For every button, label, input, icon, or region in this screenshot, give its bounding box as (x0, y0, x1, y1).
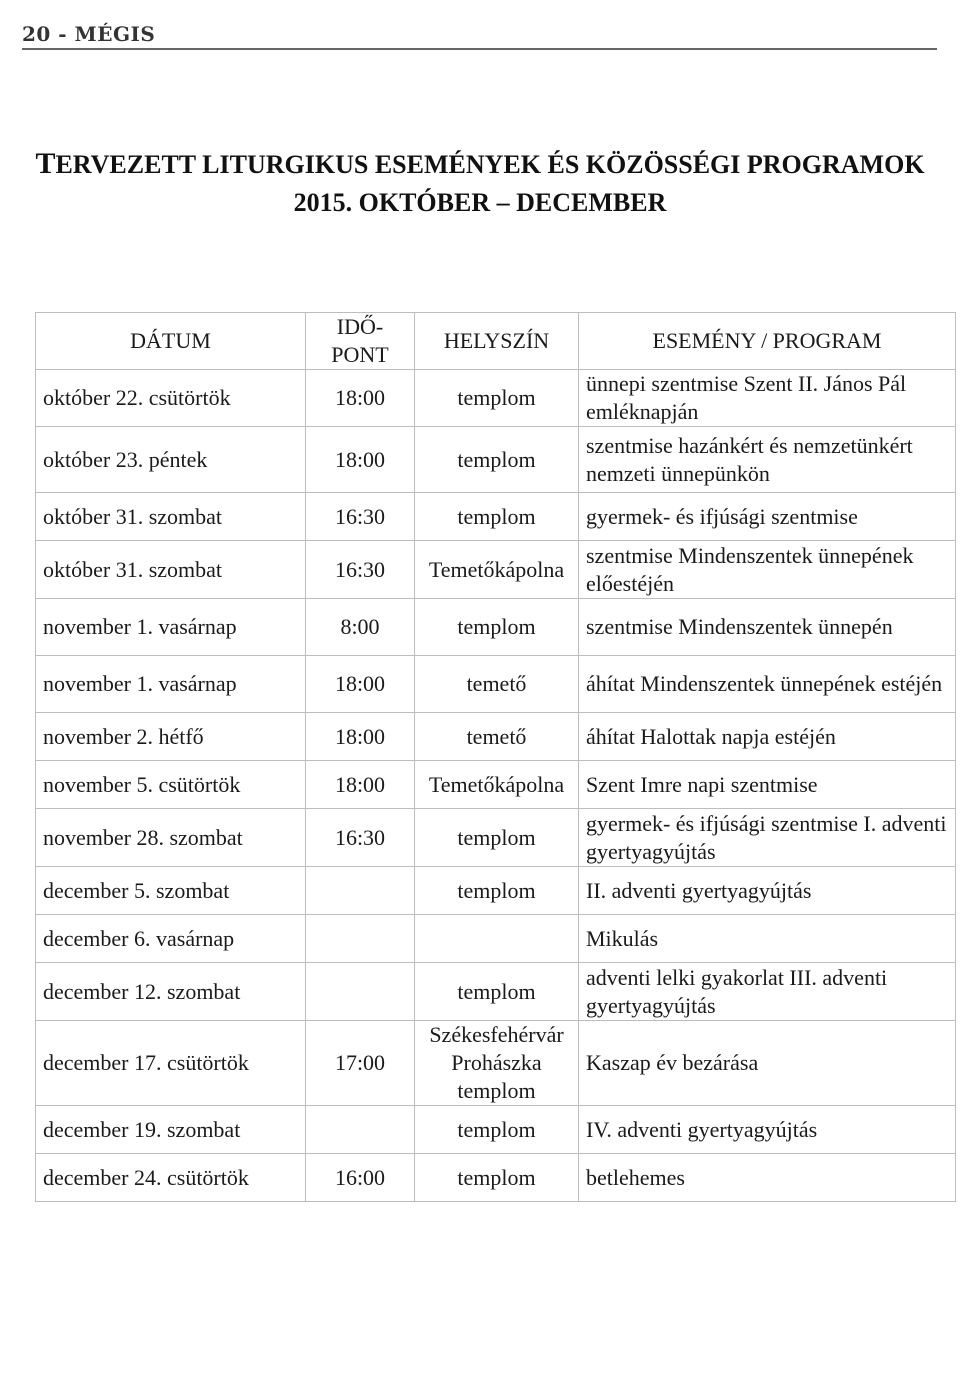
row-time: 18:00 (306, 370, 415, 427)
row-place: templom (415, 1154, 579, 1202)
header-time-text: IDŐ- PONT (331, 314, 389, 367)
row-place: templom (415, 599, 579, 656)
row-date: október 22. csütörtök (36, 370, 306, 427)
row-event: II. adventi gyertyagyújtás (579, 867, 956, 915)
row-place (415, 915, 579, 963)
row-date: november 1. vasárnap (36, 656, 306, 713)
row-place: templom (415, 427, 579, 493)
row-time: 16:00 (306, 1154, 415, 1202)
row-event: ünnepi szentmise Szent II. János Pál emléknapján (579, 370, 956, 427)
row-time: 17:00 (306, 1021, 415, 1106)
page-header (22, 22, 937, 46)
row-time: 8:00 (306, 599, 415, 656)
row-date: december 6. vasárnap (36, 915, 306, 963)
row-time: 18:00 (306, 713, 415, 761)
title-line-1-rest: ERVEZETT LITURGIKUS ESEMÉNYEK ÉS KÖZÖSSÉGI PROGRAMOK (55, 150, 925, 179)
row-event: gyermek- és ifjúsági szentmise (579, 493, 956, 541)
row-event: IV. adventi gyertyagyújtás (579, 1106, 956, 1154)
title-initial: T (35, 147, 56, 180)
row-date: október 23. péntek (36, 427, 306, 493)
row-date: november 28. szombat (36, 809, 306, 867)
table-header-row (36, 313, 956, 370)
row-event: gyermek- és ifjúsági szentmise I. adventi gyertyagyújtás (579, 809, 956, 867)
row-event: Mikulás (579, 915, 956, 963)
table-body (36, 370, 956, 1202)
row-event: szentmise Mindenszentek ünnepén (579, 599, 956, 656)
document-title (0, 145, 960, 222)
header-place: HELYSZÍN (415, 313, 579, 370)
row-date: november 1. vasárnap (36, 599, 306, 656)
row-place: templom (415, 809, 579, 867)
row-place: temető (415, 713, 579, 761)
row-place: Temetőkápolna (415, 761, 579, 809)
row-date: december 24. csütörtök (36, 1154, 306, 1202)
table-row (36, 541, 956, 599)
row-event: áhítat Mindenszentek ünnepének estéjén (579, 656, 956, 713)
row-date: december 5. szombat (36, 867, 306, 915)
row-date: november 5. csütörtök (36, 761, 306, 809)
row-date: december 17. csütörtök (36, 1021, 306, 1106)
row-event: Szent Imre napi szentmise (579, 761, 956, 809)
row-place: templom (415, 1106, 579, 1154)
row-date: október 31. szombat (36, 493, 306, 541)
row-time: 18:00 (306, 761, 415, 809)
row-place: Székesfehérvár Prohászka templom (415, 1021, 579, 1106)
title-line-2: 2015. OKTÓBER – DECEMBER (293, 188, 667, 217)
table-row (36, 370, 956, 427)
table-row (36, 599, 956, 656)
row-time: 18:00 (306, 427, 415, 493)
row-date: december 12. szombat (36, 963, 306, 1021)
table-row (36, 493, 956, 541)
table-row (36, 656, 956, 713)
row-place: templom (415, 867, 579, 915)
row-place: temető (415, 656, 579, 713)
row-event: szentmise hazánkért és nemzetünkért nemzeti ünnepünkön (579, 427, 956, 493)
table-row (36, 1106, 956, 1154)
row-time: 16:30 (306, 541, 415, 599)
row-date: október 31. szombat (36, 541, 306, 599)
row-time: 18:00 (306, 656, 415, 713)
row-event: Kaszap év bezárása (579, 1021, 956, 1106)
row-place: templom (415, 493, 579, 541)
title-line-1 (0, 145, 960, 184)
header-event: ESEMÉNY / PROGRAM (579, 313, 956, 370)
row-event: adventi lelki gyakorlat III. adventi gyertyagyújtás (579, 963, 956, 1021)
table-row (36, 809, 956, 867)
row-time (306, 1106, 415, 1154)
header-date: DÁTUM (36, 313, 306, 370)
row-event: áhítat Halottak napja estéjén (579, 713, 956, 761)
table-row (36, 761, 956, 809)
header-time (306, 313, 415, 370)
row-place: Temetőkápolna (415, 541, 579, 599)
header-divider (22, 48, 937, 50)
row-time (306, 867, 415, 915)
row-time: 16:30 (306, 809, 415, 867)
table-row (36, 1021, 956, 1106)
row-time: 16:30 (306, 493, 415, 541)
page-number-label: 20 - MÉGIS (22, 22, 156, 46)
table-row (36, 1154, 956, 1202)
table-row (36, 867, 956, 915)
table-row (36, 427, 956, 493)
row-date: december 19. szombat (36, 1106, 306, 1154)
row-place: templom (415, 370, 579, 427)
row-time (306, 963, 415, 1021)
events-table (35, 312, 956, 1202)
table-row (36, 915, 956, 963)
row-time (306, 915, 415, 963)
table-row (36, 713, 956, 761)
table-row (36, 963, 956, 1021)
row-date: november 2. hétfő (36, 713, 306, 761)
row-event: szentmise Mindenszentek ünnepének előestéjén (579, 541, 956, 599)
row-place: templom (415, 963, 579, 1021)
row-event: betlehemes (579, 1154, 956, 1202)
